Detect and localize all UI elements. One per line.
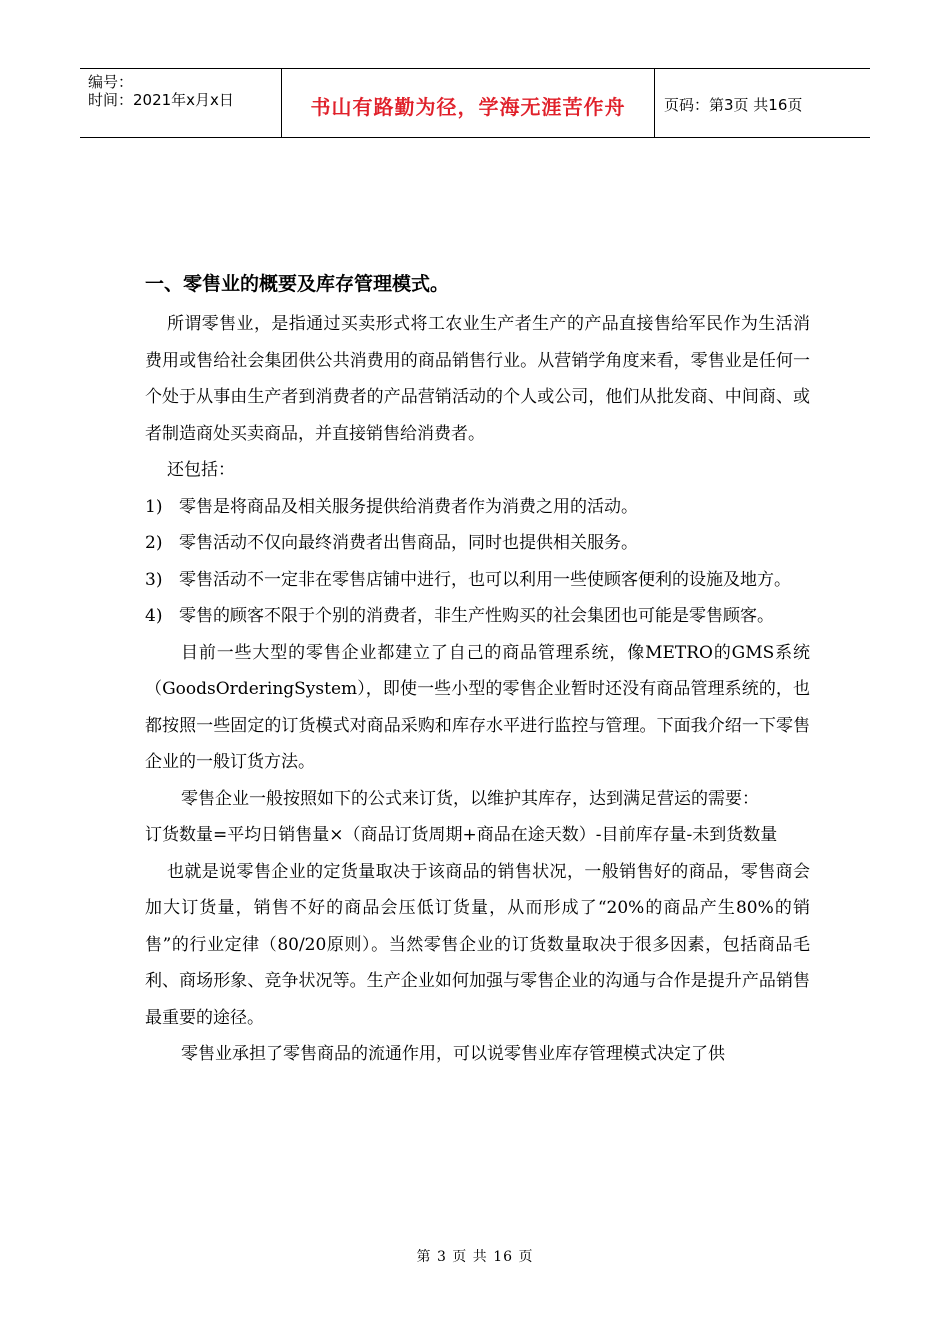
list-number: 2): [145, 533, 163, 553]
header-info-cell: [80, 69, 282, 137]
list-item: [145, 562, 810, 599]
document-header: [80, 68, 870, 138]
list-text: 零售是将商品及相关服务提供给消费者作为消费之用的活动。: [179, 496, 638, 517]
also-includes-label: 还包括：: [167, 460, 235, 480]
list-number: 4): [145, 606, 163, 626]
last-paragraph: 零售业承担了零售商品的流通作用，可以说零售业库存管理模式决定了供: [181, 1044, 725, 1064]
list-item: [145, 489, 810, 526]
motto-text: 书山有路勤为径，学海无涯苦作舟: [310, 95, 626, 119]
serial-label: 编号：: [88, 73, 134, 91]
list-item: [145, 525, 810, 562]
intro-paragraph: 所谓零售业，是指通过买卖形式将工农业生产者生产的产品直接售给军民作为生活消费用或售给社会集团供公共消费用的商品销售行业。从营销学角度来看，零售业是任何一个处于从事由生产者到消费者的产品营销活动的个人或公司，他们从批发商、中间商、或者制造商处买卖商品，并直接销售给消费者。: [145, 314, 810, 444]
formula-intro-paragraph: 零售企业一般按照如下的公式来订货，以维护其库存，达到满足营运的需要：: [181, 788, 759, 809]
order-formula: 订货数量=平均日销售量×（商品订货周期+商品在途天数）-目前库存量-未到货数量: [145, 825, 778, 845]
header-page-cell: [655, 69, 870, 137]
section-heading: 一、零售业的概要及库存管理模式。: [145, 273, 450, 295]
list-text: 零售活动不仅向最终消费者出售商品，同时也提供相关服务。: [179, 533, 638, 553]
list-item: [145, 598, 810, 635]
systems-paragraph: 目前一些大型的零售企业都建立了自己的商品管理系统，像METRO的GMS系统（GoodsOrderingSystem），即使一些小型的零售企业暂时还没有商品管理系统的，也都按照一些固定的订货模式对商品采购和库存水平进行监控与管理。下面我介绍一下零售企业的一般订货方法。: [145, 642, 810, 772]
list-text: 零售的顾客不限于个别的消费者，非生产性购买的社会集团也可能是零售顾客。: [179, 606, 774, 626]
header-motto-cell: [282, 69, 655, 137]
document-body: [145, 270, 810, 1073]
list-number: 1): [145, 496, 163, 517]
page-footer: 第 3 页 共 16 页: [416, 1249, 534, 1265]
page-info: 页码：第3页 共16页: [664, 96, 803, 114]
list-text: 零售活动不一定非在零售店铺中进行，也可以利用一些使顾客便利的设施及地方。: [179, 569, 791, 590]
list-number: 3): [145, 569, 163, 590]
date-line: 时间：2021年x月x日: [88, 91, 234, 109]
analysis-paragraph: 也就是说零售企业的定货量取决于该商品的销售状况，一般销售好的商品，零售商会加大订货量，销售不好的商品会压低订货量，从而形成了“20%的商品产生80%的销售”的行业定律（80/20原则）。当然零售企业的订货数量取决于很多因素，包括商品毛利、商场形象、竞争状况等。生产企业如何加强与零售企业的沟通与合作是提升产品销售最重要的途径。: [145, 861, 810, 1028]
